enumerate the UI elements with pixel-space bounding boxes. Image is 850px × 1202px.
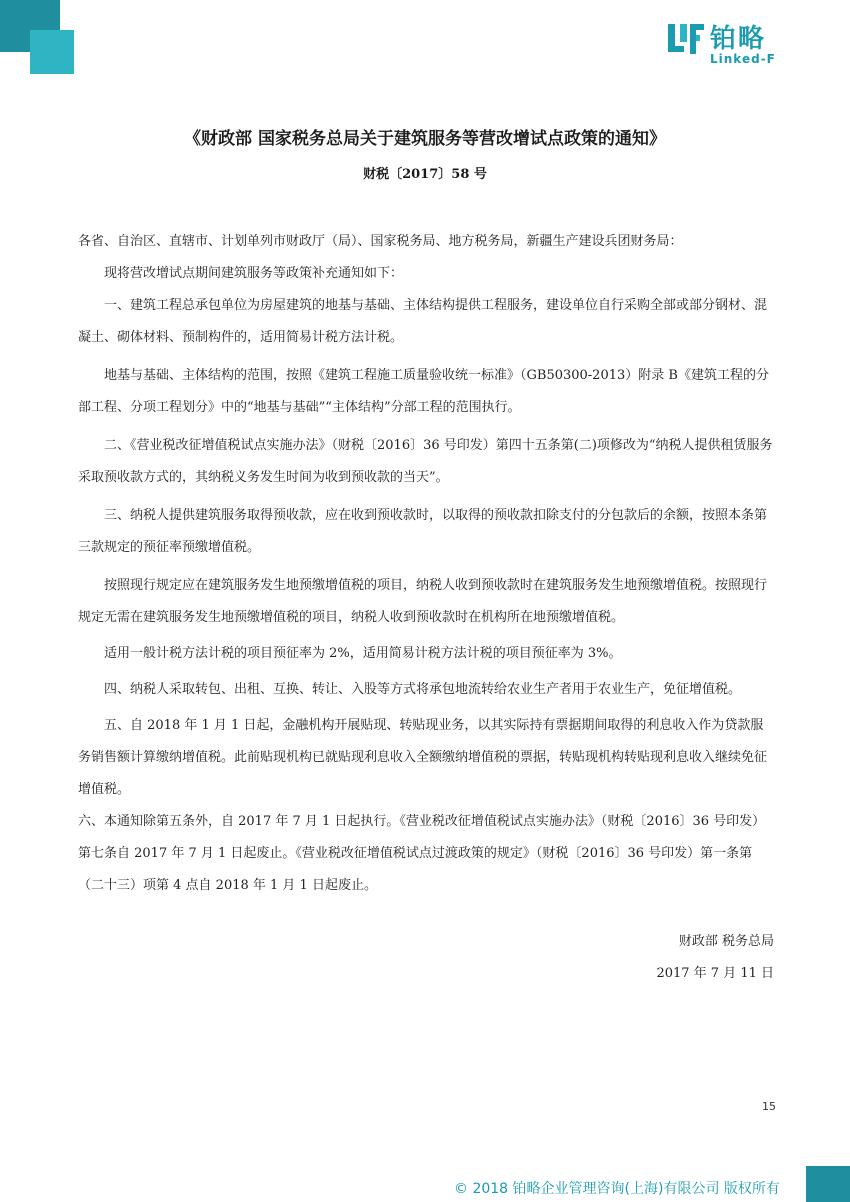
clause-2: 二、《营业税改征增值税试点实施办法》（财税〔2016〕36 号印发）第四十五条第(二)项修改为“纳税人提供租赁服务采取预收款方式的，其纳税义务发生时间为收到预收款的当天”。 xyxy=(78,438,773,485)
clause-3: 三、纳税人提供建筑服务取得预收款，应在收到预收款时，以取得的预收款扣除支付的分包款后的余额，按照本条第三款规定的预征率预缴增值税。 xyxy=(78,508,768,555)
logo-text-cn: 铂略 xyxy=(710,24,767,54)
intro-paragraph: 现将营改增试点期间建筑服务等政策补充通知如下： xyxy=(104,266,404,281)
footer-copyright: © 2018 铂略企业管理咨询(上海)有限公司 版权所有 xyxy=(454,1181,780,1197)
corner-decoration-light xyxy=(30,30,74,74)
signature-organization: 财政部 税务总局 xyxy=(678,934,774,949)
clause-5: 五、自 2018 年 1 月 1 日起，金融机构开展贴现、转贴现业务，以其实际持有票据期间取得的利息收入作为贷款服务销售额计算缴纳增值税。此前贴现机构已就贴现利息收入全额缴纳增值税的票据，转贴现机构转贴现利息收入继续免征增值税。 xyxy=(78,718,768,797)
clause-3-rates: 适用一般计税方法计税的项目预征率为 2%，适用简易计税方法计税的项目预征率为 3%。 xyxy=(104,646,622,661)
document-body xyxy=(78,226,774,902)
page-number: 15 xyxy=(762,1100,776,1113)
logo-mark-icon xyxy=(668,20,704,60)
signature-date: 2017 年 7 月 11 日 xyxy=(656,966,774,981)
clause-1: 一、建筑工程总承包单位为房屋建筑的地基与基础、主体结构提供工程服务，建设单位自行采购全部或部分钢材、混凝土、砌体材料、预制构件的，适用简易计税方法计税。 xyxy=(78,298,768,345)
footer-decoration xyxy=(806,1166,850,1202)
clause-4: 四、纳税人采取转包、出租、互换、转让、入股等方式将承包地流转给农业生产者用于农业生产，免征增值税。 xyxy=(104,682,742,697)
clause-3-detail: 按照现行规定应在建筑服务发生地预缴增值税的项目，纳税人收到预收款时在建筑服务发生地预缴增值税。按照现行规定无需在建筑服务发生地预缴增值税的项目，纳税人收到预收款时在机构所在地预缴增值税。 xyxy=(78,578,768,625)
addressee: 各省、自治区、直辖市、计划单列市财政厅（局）、国家税务局、地方税务局，新疆生产建设兵团财务局： xyxy=(78,234,683,249)
clause-6: 六、本通知除第五条外，自 2017 年 7 月 1 日起执行。《营业税改征增值税试点实施办法》（财税〔2016〕36 号印发）第七条自 2017 年 7 月 1 日起废止。《营业税改征增值税试点过渡政策的规定》（财税〔2016〕36 号印发）第一条第（二十三）项第 4 点自 2018 年 1 月 1 日起废止。 xyxy=(78,814,766,893)
document-title: 《财政部 国家税务总局关于建筑服务等营改增试点政策的通知》 xyxy=(184,129,666,149)
brand-logo xyxy=(668,20,798,68)
document-number: 财税〔2017〕58 号 xyxy=(363,167,487,182)
clause-1-scope: 地基与基础、主体结构的范围，按照《建筑工程施工质量验收统一标准》（GB50300-2013）附录 B《建筑工程的分部工程、分项工程划分》中的“地基与基础”“主体结构”分部工程的范围执行。 xyxy=(78,368,769,415)
logo-text-en: Linked-F xyxy=(710,52,776,66)
